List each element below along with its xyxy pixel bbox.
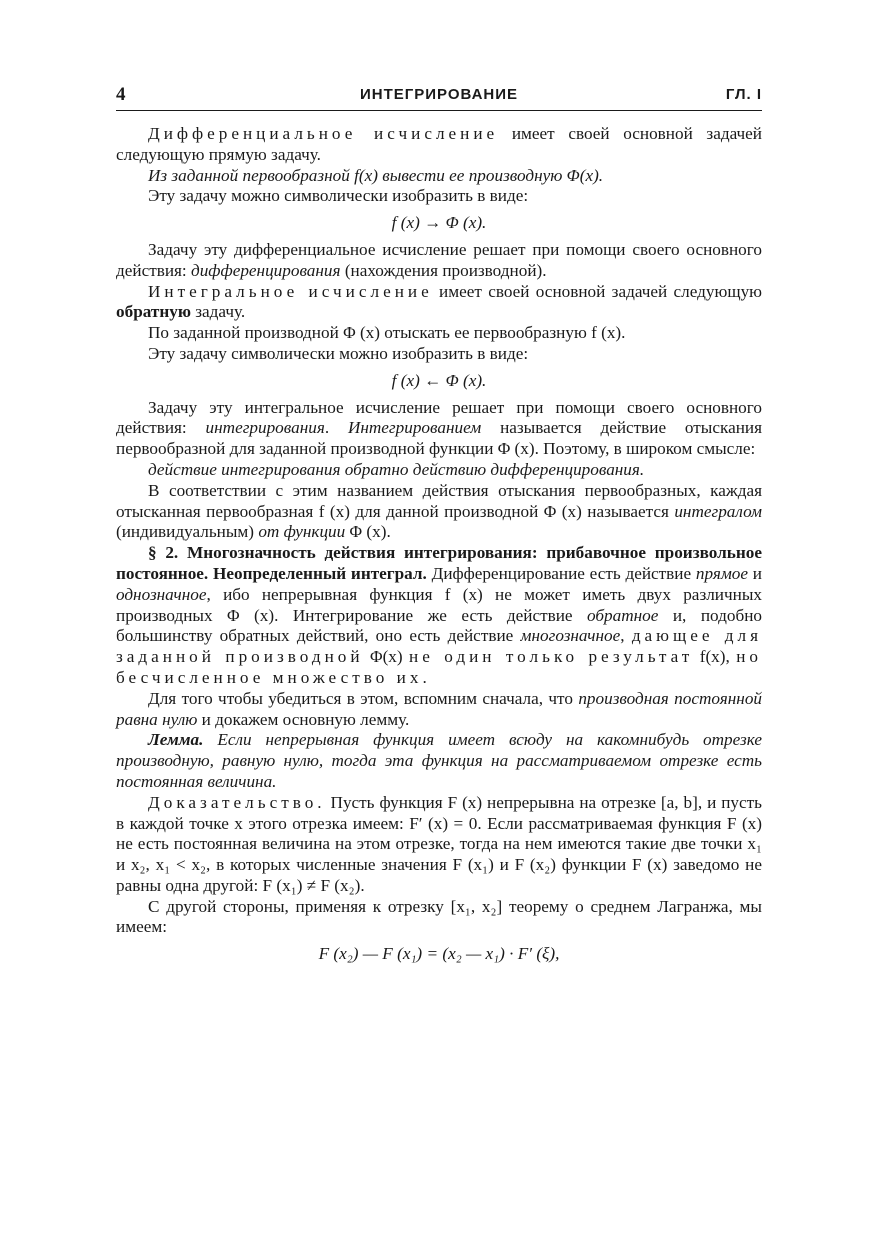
paragraph-lagrange: С другой стороны, применяя к отрезку [x₁, x₂] теорему о среднем Лагранжа, мы имеем: — [116, 896, 762, 937]
header-rule — [116, 110, 762, 111]
section-2-heading: § 2. Многозначность действия интегрирования: прибавочное произвольное постоянное. Неопределенный интеграл. — [116, 543, 762, 583]
proof-label: Доказательство. — [148, 792, 326, 812]
paragraph-direct-task: Из заданной первообразной f(x) вывести ее производную Φ(x). — [148, 165, 604, 185]
paragraph-symbolic-1: Эту задачу можно символически изобразить в виде: — [148, 186, 529, 206]
paragraph-inverse-statement: действие интегрирования обратно действию дифференцирования. — [148, 459, 645, 479]
paragraph-integration: Задачу эту интегральное исчисление решает при помощи своего основного действия: интегрирования. Интегрированием называется действие отыскания первообразной для заданной производной функции Φ (x). Поэтому, в широком смысле: — [116, 397, 762, 459]
paragraph-inverse-task: По заданной производной Φ (x) отыскать ее первообразную f (x). — [148, 323, 626, 343]
lemma-label: Лемма. — [148, 730, 204, 750]
page-number: 4 — [116, 84, 126, 105]
running-title: ИНТЕГРИРОВАНИЕ — [359, 86, 519, 103]
paragraph-symbolic-2: Эту задачу символически можно изобразить в виде: — [148, 343, 529, 363]
paragraph-integral: Интегральное исчисление имеет своей основной задачей следующую обратную задачу. — [116, 281, 762, 322]
paragraph-differentiation: Задачу эту дифференциальное исчисление решает при помощи своего основного действия: дифференцирования (нахождения производной). — [116, 239, 762, 280]
formula-derivative: f (x) → Φ (x). — [391, 213, 487, 233]
paragraph-zero-derivative: Для того чтобы убедиться в этом, вспомним сначала, что производная постоянной равна нулю и докажем основную лемму. — [116, 688, 763, 729]
chapter-label: ГЛ. I — [725, 86, 762, 103]
section-2-paragraph: § 2. Многозначность действия интегрирования: прибавочное произвольное постоянное. Неопределенный интеграл. Дифференцирование есть действие прямое и однозначное, ибо непрерывная функция f (x) не может иметь двух различных производных Φ (x). Интегрирование же есть действие обратное и, подобно большинству обратных действий, оно есть действие многозначное, дающее для заданной производной Φ(x) не один только результат f(x), но бесчисленное множество их. — [116, 543, 763, 687]
formula-lagrange: F (x₂) — F (x₁) = (x₂ — x₁) · F′ (ξ), — [318, 944, 560, 964]
paragraph-antiderivative: В соответствии с этим названием действия отыскания первообразных, каждая отысканная первообразная f (x) для данной производной Φ (x) называется интегралом (индивидуальным) от функции Φ (x). — [116, 480, 762, 542]
lemma: Лемма. Если непрерывная функция имеет всюду на какомнибудь отрезке производную, равную нулю, тогда эта функция на рассматриваемом отрезке есть постоянная величина. — [116, 730, 762, 791]
formula-integral: f (x) ← Φ (x). — [391, 370, 487, 390]
running-header — [116, 84, 762, 108]
paragraph-differential: Дифференциальное исчисление имеет своей основной задачей следующую прямую задачу. — [116, 124, 762, 164]
proof-paragraph: Доказательство. Пусть функция F (x) непрерывна на отрезке [a, b], и пусть в каждой точке x этого отрезка имеем: F′ (x) = 0. Если рассматриваемая функция F (x) не есть постоянная величина на этом отрезке, тогда на нем имеются такие две точки x₁ и x₂, x₁ < x₂, в которых численные значения F (x₁) и F (x₂) функции F (x) заведомо не равны одна другой: F (x₁) ≠ F (x₂). — [116, 792, 762, 895]
page-body — [116, 124, 762, 971]
